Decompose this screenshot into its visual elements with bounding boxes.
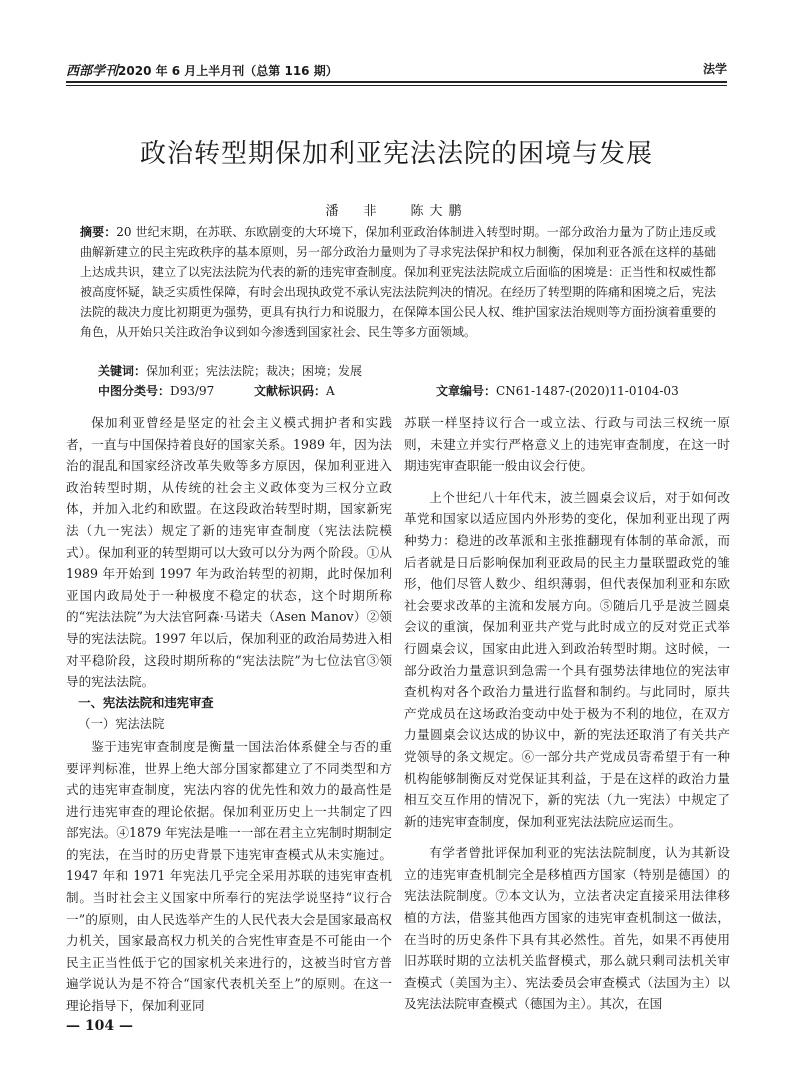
header-rule-thin <box>66 85 727 86</box>
subsection-heading: （一）宪法法院 <box>78 717 165 732</box>
document-code <box>254 381 335 401</box>
abstract-label: 摘要： <box>80 225 117 239</box>
section-label: 法学 <box>702 62 727 76</box>
keywords <box>98 361 718 381</box>
classification-label: 中图分类号： <box>98 384 171 398</box>
journal-logo: 西部学刊 <box>66 64 119 79</box>
journal-info <box>66 60 338 79</box>
doc-code-value: A <box>326 384 335 398</box>
paragraph: 有学者曾批评保加利亚的宪法法院制度，认为其新设立的违宪审查机制完全是移植西方国家（特别是德国）的宪法法院制度。⑦本文认为，立法者决定直接采用法律移植的方法，借鉴其他西方国家的违宪审查机制这一做法，在当时的历史条件下具有其必然性。首先，如果不再使用旧苏联时期的立法机关监督模式，那么就只剩司法机关审查模式（美国为主）、宪法委员会审查模式（法国为主）以及宪法法院审查模式（德国为主）。其次，在国 <box>404 845 730 1012</box>
author-line <box>0 200 793 219</box>
header-rule-thick <box>66 81 727 83</box>
classification-value: D93/97 <box>170 384 215 398</box>
abstract <box>80 222 716 342</box>
paragraph: 苏联一样坚持议行合一或立法、行政与司法三权统一原则，未建立并实行严格意义上的违宪审查制度，在这一时期违宪审查职能一般由议会行使。 <box>404 415 730 474</box>
paragraph-gap <box>404 477 730 487</box>
keywords-label: 关键词： <box>98 364 147 378</box>
article-no-value: CN61-1487-(2020)11-0104-03 <box>496 384 679 398</box>
section-heading: 一、宪法法院和违宪审查 <box>78 695 214 710</box>
author-1: 潘 非 <box>325 204 383 219</box>
paragraph: 鉴于违宪审查制度是衡量一国法治体系健全与否的重要评判标准，世界上绝大部分国家都建立了不同类型和方式的违宪审查制度，宪法内容的优先性和效力的最高性是进行违宪审查的理论依据。保加利亚历史上一共制定了四部宪法。④1879 年宪法是唯一一部在君主立宪制时期制定的宪法，在当时的历史背景下违宪审查模式从未实施过。1947 年和 1971 年宪法几乎完全采用苏联的违宪审查机制。当时社会主义国家中所奉行的宪法学说坚持“议行合一”的原则，由人民选举产生的人民代表大会是国家最高权力机关，国家最高权力机关的合宪性审查是不可能由一个民主正当性低于它的国家机关来进行的，这被当时官方普遍学说认为是不符合“国家代表机关至上”的原则。在这一理论指导下，保加利亚同 <box>66 738 392 1014</box>
journal-issue: 2020 年 6 月上半月刊（总第 116 期） <box>118 64 338 78</box>
page-number: — 104 — <box>66 1018 133 1034</box>
paragraph: 上个世纪八十年代末，波兰圆桌会议后，对于如何改革党和国家以适应国内外形势的变化，保加利亚出现了两种势力：稳进的改革派和主张推翻现有体制的革命派，而后者就是日后影响保加利亚政局的民主力量联盟政党的雏形，他们尽管人数少、组织薄弱，但代表保加利亚和东欧社会要求改革的主流和发展方向。⑤随后几乎是波兰圆桌会议的重演，保加利亚共产党与此时成立的反对党正式举行圆桌会议，国家由此进入到政治转型时期。这时候，一部分政治力量意识到急需一个具有强势法律地位的宪法审查机构对各个政治力量进行监督和制约。与此同时，原共产党成员在这场政治变动中处于极为不利的地位，在双方力量圆桌会议达成的协议中，新的宪法还取消了有关共产党领导的条文规定。⑥一部分共产党成员寄希望于有一种机构能够制衡反对党保证其利益，于是在这样的政治力量相互交互作用的情况下，新的宪法（九一宪法）中规定了新的违宪审查制度，保加利亚宪法法院应运而生。 <box>404 489 730 829</box>
article-title: 政治转型期保加利亚宪法法院的困境与发展 <box>139 139 653 169</box>
classification-number <box>98 381 214 401</box>
author-2: 陈大鹏 <box>410 204 468 219</box>
abstract-text: 20 世纪末期，在苏联、东欧剧变的大环境下，保加利亚政治体制进入转型时期。一部分政治力量为了防止违反或曲解新建立的民主宪政秩序的基本原则，另一部分政治力量则为了寻求宪法保护和权力制衡，保加利亚各派在这样的基础上达成共识，建立了以宪法法院为代表的新的违宪审查制度。保加利亚宪法法院成立后面临的困境是：正当性和权威性都被高度怀疑，缺乏实质性保障，有时会出现执政党不承认宪法法院判决的情况。在经历了转型期的阵痛和困境之后，宪法法院的裁决力度比初期更为强势，更具有执行力和说服力，在保障本国公民人权、维护国家法治规则等方面扮演着重要的角色，从开始只关注政治争议到如今渗透到国家社会、民生等多方面领域。 <box>80 225 717 339</box>
paragraph-gap <box>404 832 730 842</box>
doc-code-label: 文献标识码： <box>254 384 327 398</box>
keywords-text: 保加利亚；宪法法院；裁决；困境；发展 <box>146 364 363 378</box>
body-column-left <box>66 412 392 1017</box>
paragraph: 保加利亚曾经是坚定的社会主义模式拥护者和实践者，一直与中国保持着良好的国家关系。1989 年，因为法治的混乱和国家经济改革失败等多方原因，保加利亚进入政治转型时期，从传统的社会主义政体变为三权分立政体，并加入北约和欧盟。在这段政治转型时期，国家新宪法（九一宪法）规定了新的违宪审查制度（宪法法院模式）。保加利亚的转型期可以大致可以分为两个阶段。①从 1989 年开始到 1997 年为政治转型的初期，此时保加利亚国内政局处于一种极度不稳定的状态，这个时期所称的“宪法法院”为大法官阿森·马诺夫（Asen Manov）②领导的宪法法院。1997 年以后，保加利亚的政治局势进入相对平稳阶段，这段时期所称的“宪法法院”为七位法官③领导的宪法法院。 <box>66 415 392 690</box>
article-no-label: 文章编号： <box>436 384 497 398</box>
running-header <box>66 60 727 82</box>
article-number <box>436 381 679 401</box>
body-column-right <box>404 412 730 1015</box>
